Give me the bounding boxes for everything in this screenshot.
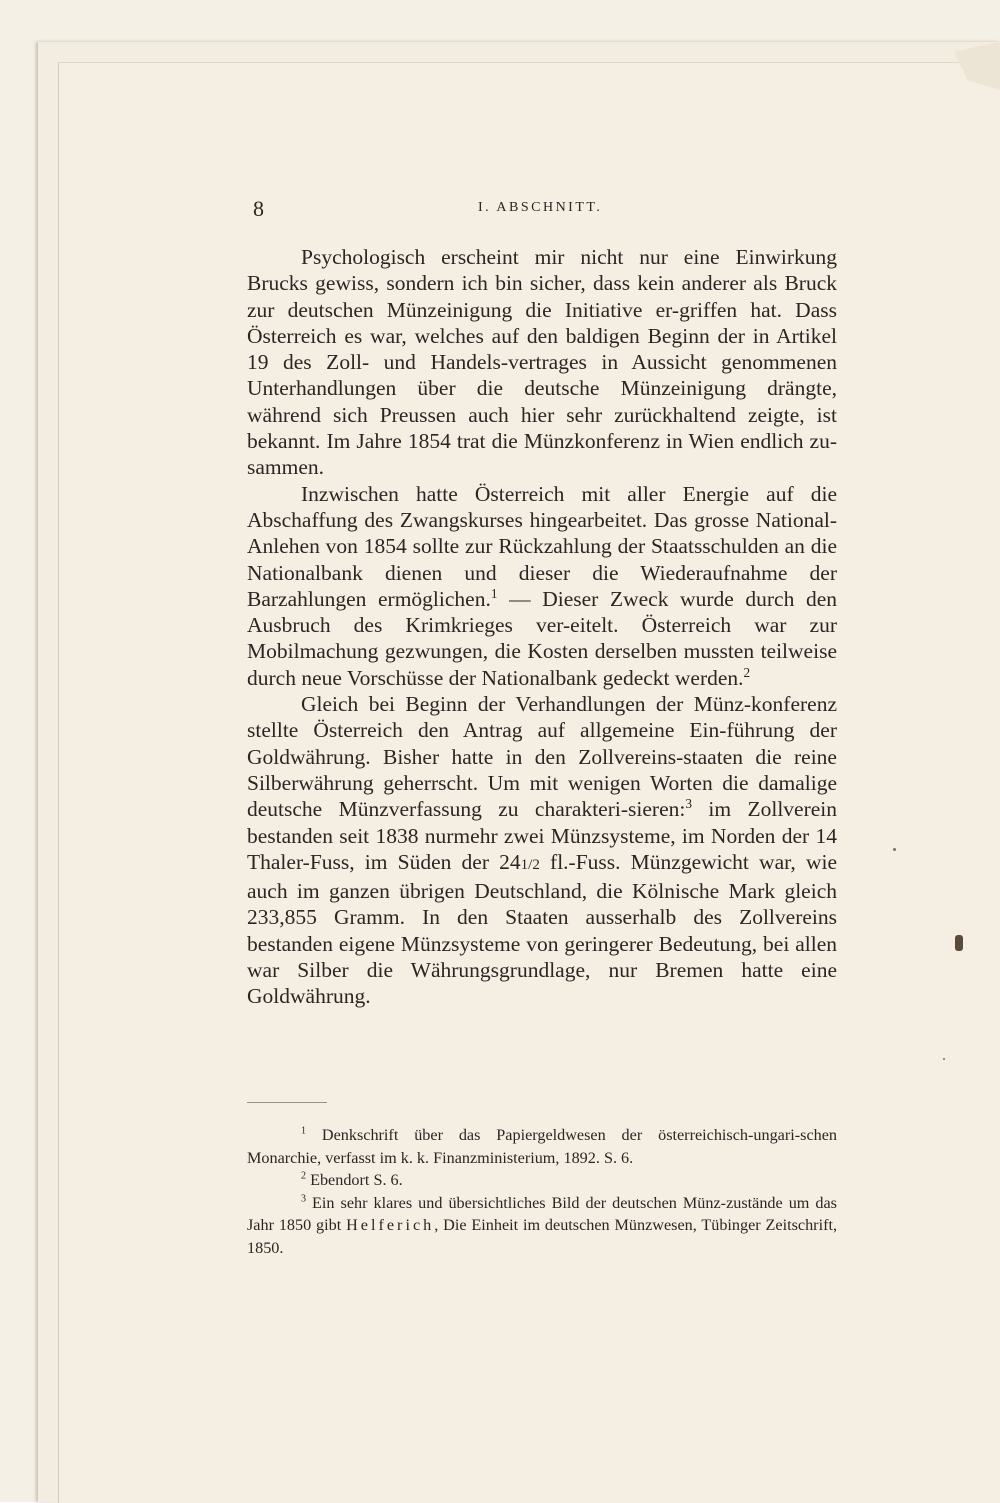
footnote-rule	[247, 1102, 327, 1103]
footnote-text: Denkschrift über das Papiergeldwesen der österreichisch-ungari-	[306, 1126, 801, 1144]
paragraph	[247, 691, 837, 1010]
footnote-text: Ein sehr klares und übersichtliches Bild der deutschen Münz-	[306, 1193, 727, 1212]
page-header	[253, 196, 843, 222]
footnote-ref: 1	[490, 585, 498, 601]
text-segment: griffen hat. Dass Österreich es war, welches auf den baldigen Beginn der in Artikel 19 des Zoll- und Handels-	[247, 297, 837, 375]
paper-speck	[893, 848, 896, 851]
text-segment: sammen.	[247, 455, 325, 480]
text-segment: — Dieser Zweck wurde durch den Ausbruch des Krimkrieges ver-	[247, 586, 837, 638]
footnote-marker: 2	[301, 1170, 307, 1182]
paragraph	[247, 244, 837, 481]
footnote-text: Ebendort S. 6.	[306, 1171, 403, 1189]
footnote	[247, 1169, 837, 1192]
paragraph	[247, 481, 837, 691]
footnote-text: schen Monarchie, verfasst im k. k. Finanzministerium, 1892. S. 6.	[247, 1126, 837, 1167]
text-segment: Psychologisch erscheint mir nicht nur eine Einwirkung Brucks gewiss, sondern ich bin sicher, dass kein anderer als Bruck zur deutschen Münzeinigung die Initiative er-	[247, 245, 837, 322]
text-segment: Inzwischen hatte Österreich mit aller Energie auf die Abschaffung des Zwangskurses hingearbeitet. Das grosse National-Anlehen von 1854 sollte zur Rückzahlung der Staatsschulden an die Nationalbank dienen und dieser die Wiederaufnahme der Barzahlungen ermöglichen.	[247, 481, 837, 611]
text-segment: eitelt. Österreich war zur Mobilmachung gezwungen, die Kosten derselben mussten teilweise durch neue Vorschüsse der Nationalbank gedeckt werden.	[247, 613, 838, 690]
footnote-marker: 1	[301, 1125, 307, 1137]
text-segment: fl.-Fuss. Münzgewicht war, wie auch im ganzen übrigen Deutschland, die Kölnische Mark gleich 233,855 Gramm. In den Staaten ausserhalb des Zollvereins bestanden eigene Münzsysteme von geringerer Bedeutung, bei allen war Silber die Währungsgrundlage, nur Bremen hatte eine Goldwährung.	[247, 849, 837, 1009]
footnote-marker: 3	[301, 1193, 307, 1205]
text-segment: im Zollverein bestanden seit 1838 nurmehr zwei Münzsysteme, im Norden der 14 Thaler-Fuss, im Süden der 24	[247, 797, 838, 874]
text-segment: Gleich bei Beginn der Verhandlungen der Münz-	[301, 692, 752, 717]
footnote-text: , Die Einheit im deutschen Münzwesen, Tübinger Zeitschrift, 1850.	[247, 1216, 838, 1257]
footnote-ref: 3	[685, 796, 693, 812]
binding-mark	[955, 935, 963, 951]
paper-speck	[943, 1058, 945, 1060]
body-text	[247, 244, 837, 1010]
footnote	[247, 1124, 837, 1169]
footnote	[247, 1192, 837, 1260]
footnote-text: zustände um das Jahr 1850 gibt	[247, 1193, 837, 1234]
text-segment: vertrages in Aussicht genommenen Unterhandlungen über die deutsche Münzeinigung drängte, während sich Preussen auch hier sehr zurückhaltend zeigte, ist bekannt. Im Jahre 1854 trat die Münzkonferenz in Wien endlich zu-	[247, 350, 837, 454]
running-head: I. ABSCHNITT.	[478, 200, 603, 215]
text-segment: konferenz stellte Österreich den Antrag auf allgemeine Ein-	[247, 692, 837, 743]
text-segment: sieren:	[628, 797, 686, 822]
fraction: 1/2	[520, 856, 540, 873]
page-number: 8	[253, 196, 264, 221]
footnote-ref: 2	[743, 664, 751, 680]
footnote-author: Helferich	[346, 1216, 435, 1234]
text-segment: führung der Goldwährung. Bisher hatte in den Zollvereins-	[247, 718, 837, 769]
footnotes	[247, 1124, 837, 1259]
text-segment: staaten die reine Silberwährung geherrscht. Um mit wenigen Worten die damalige deutsche Münzverfassung zu charakteri-	[247, 744, 837, 822]
